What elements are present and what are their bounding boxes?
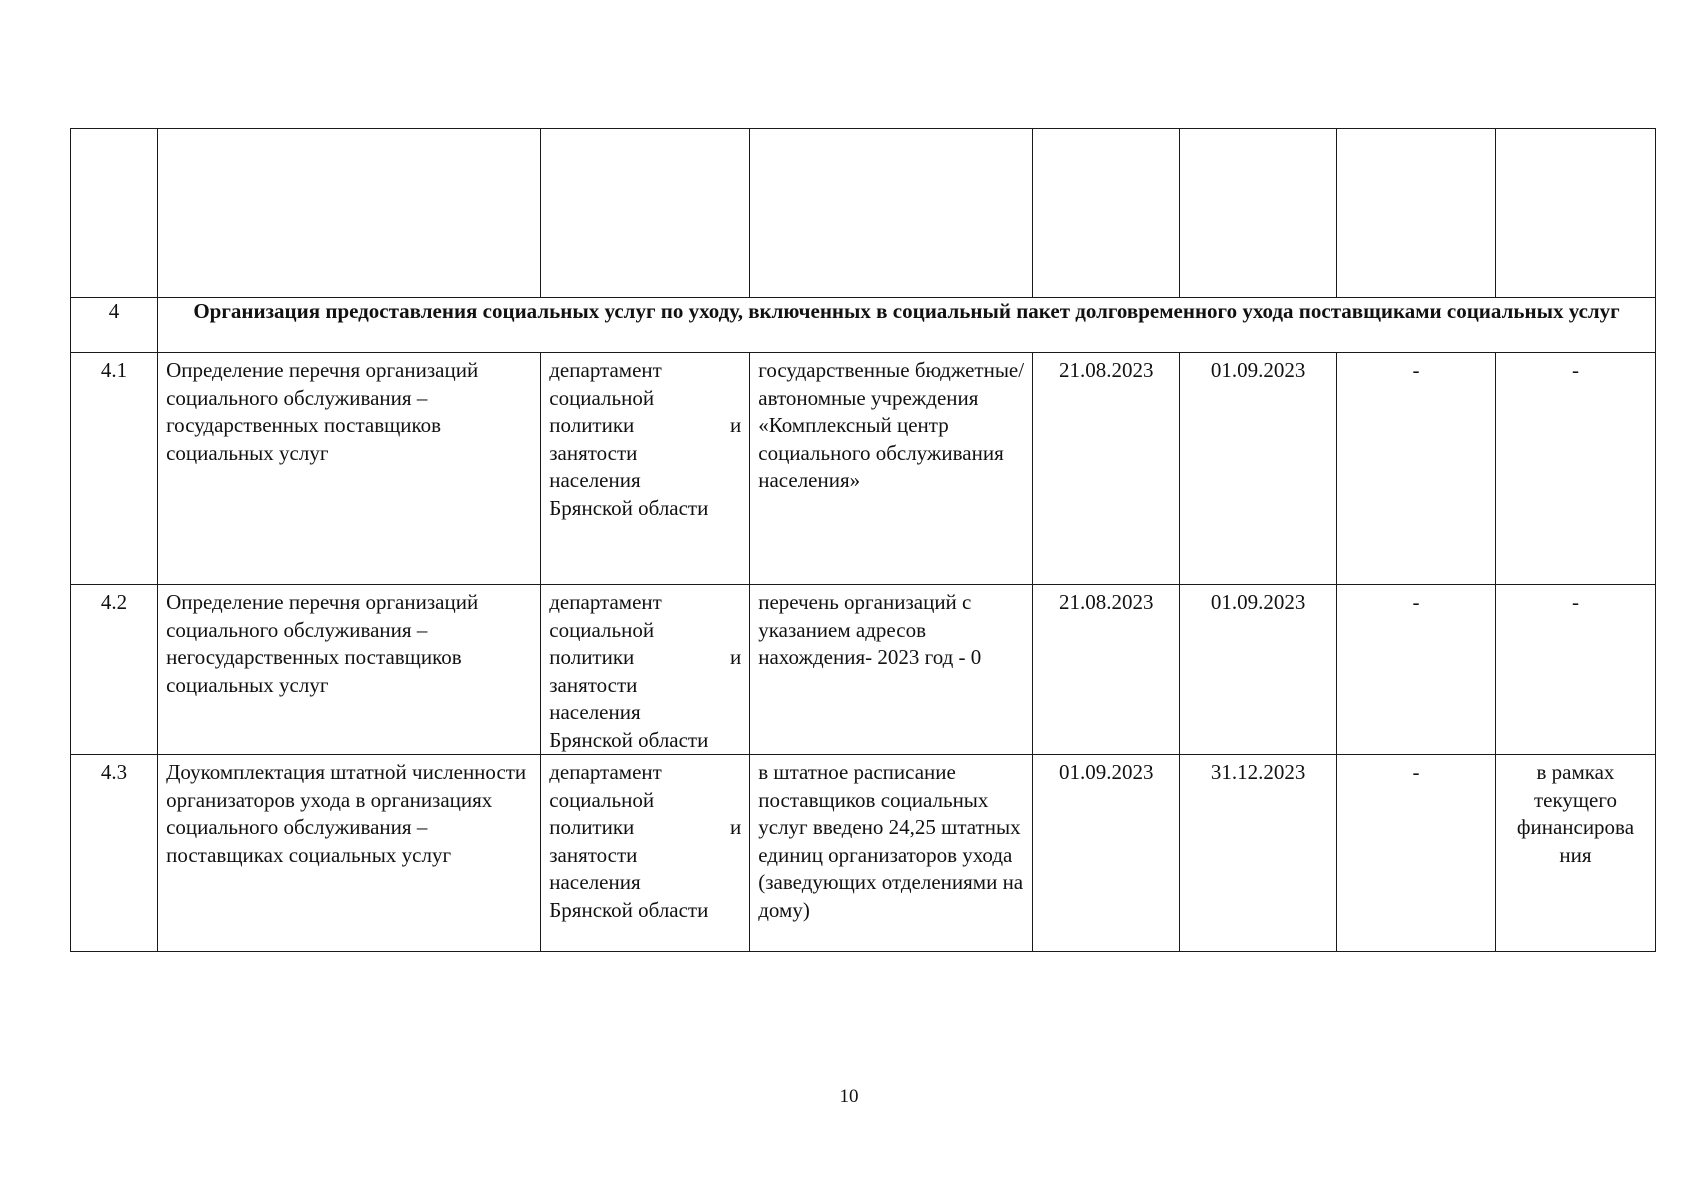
row-number: 4.3 <box>71 755 158 952</box>
end-date-cell: 01.09.2023 <box>1180 585 1337 755</box>
table-cell <box>750 129 1033 298</box>
activity-cell: Доукомплектация штатной численности организаторов ухода в организациях социального обслуживания – поставщиках социальных услуг <box>158 755 541 952</box>
responsible-cell: департамент социальной политики и занятости населения Брянской области <box>541 585 750 755</box>
page-number: 10 <box>839 1086 859 1107</box>
table-row <box>71 755 1656 952</box>
column-7-cell: - <box>1336 755 1495 952</box>
section-header-row <box>71 298 1656 353</box>
responsible-cell: департамент социальной политики и занятости населения Брянской области <box>541 353 750 585</box>
column-8-cell: - <box>1495 585 1655 755</box>
table-cell <box>158 129 541 298</box>
result-cell: перечень организаций с указанием адресов нахождения- 2023 год - 0 <box>750 585 1033 755</box>
column-7-cell: - <box>1336 353 1495 585</box>
activity-cell: Определение перечня организаций социального обслуживания – государственных поставщиков социальных услуг <box>158 353 541 585</box>
table-cell <box>1495 129 1655 298</box>
table-row-blank <box>71 129 1656 298</box>
start-date-cell: 21.08.2023 <box>1033 585 1180 755</box>
end-date-cell: 31.12.2023 <box>1180 755 1337 952</box>
end-date-cell: 01.09.2023 <box>1180 353 1337 585</box>
table-cell <box>541 129 750 298</box>
start-date-cell: 21.08.2023 <box>1033 353 1180 585</box>
column-7-cell: - <box>1336 585 1495 755</box>
result-cell: в штатное расписание поставщиков социальных услуг введено 24,25 штатных единиц организаторов ухода (заведующих отделениями на дому) <box>750 755 1033 952</box>
row-number: 4.1 <box>71 353 158 585</box>
table-cell <box>1180 129 1337 298</box>
table-row <box>71 353 1656 585</box>
activity-cell: Определение перечня организаций социального обслуживания – негосударственных поставщиков социальных услуг <box>158 585 541 755</box>
section-title: Организация предоставления социальных услуг по уходу, включенных в социальный пакет долговременного ухода поставщиками социальных услуг <box>158 298 1656 353</box>
table-cell <box>71 129 158 298</box>
activity-plan-table <box>70 128 1656 952</box>
table-cell <box>1033 129 1180 298</box>
column-8-cell: в рамках текущего финансирова ния <box>1495 755 1655 952</box>
section-number: 4 <box>71 298 158 353</box>
row-number: 4.2 <box>71 585 158 755</box>
responsible-cell: департамент социальной политики и занятости населения Брянской области <box>541 755 750 952</box>
start-date-cell: 01.09.2023 <box>1033 755 1180 952</box>
table-row <box>71 585 1656 755</box>
column-8-cell: - <box>1495 353 1655 585</box>
result-cell: государственные бюджетные/ автономные учреждения «Комплексный центр социального обслуживания населения» <box>750 353 1033 585</box>
table-cell <box>1336 129 1495 298</box>
